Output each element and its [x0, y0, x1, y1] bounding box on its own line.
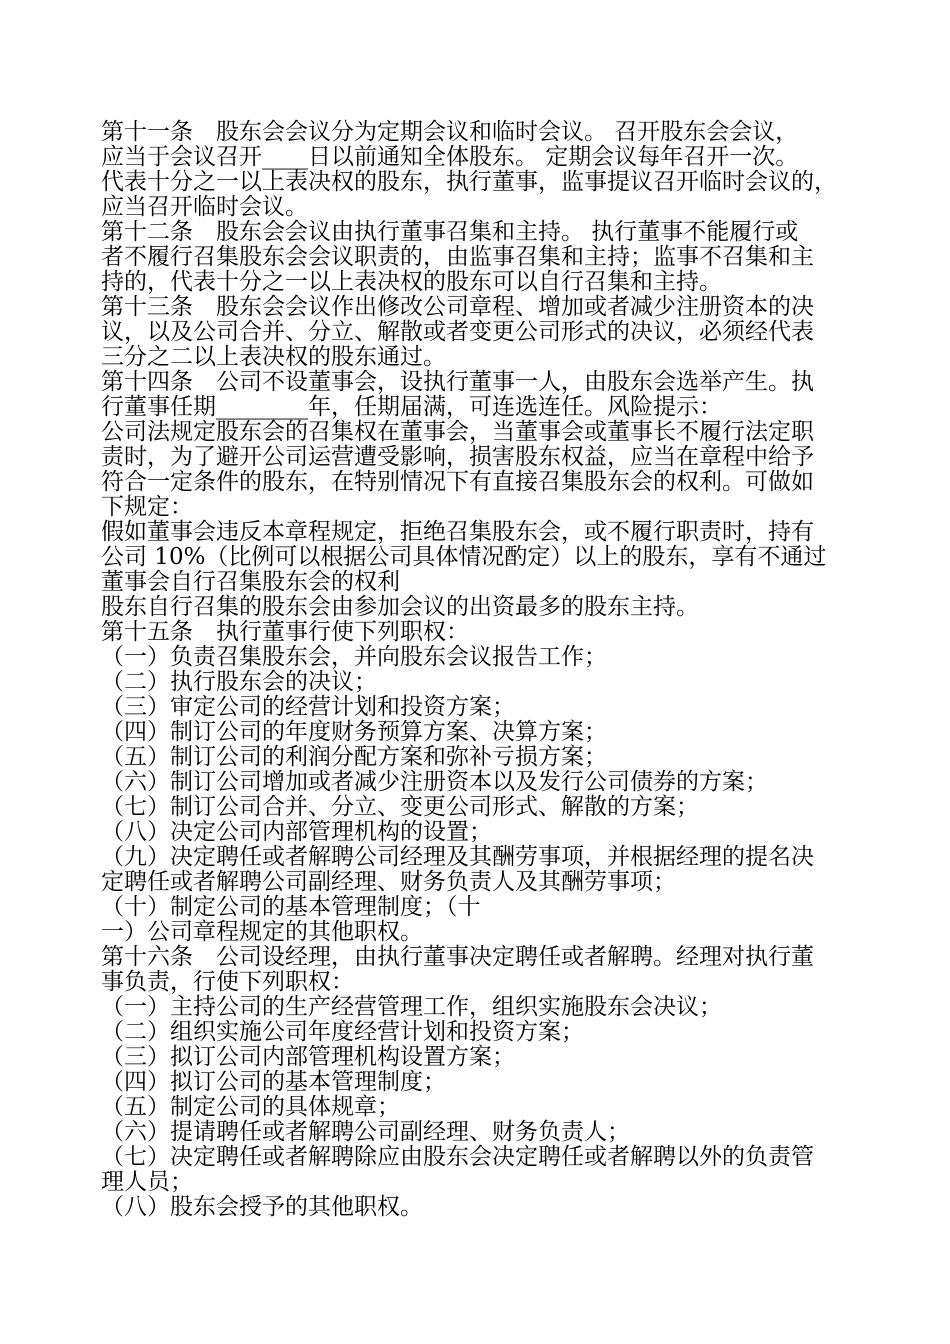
- text-line: （二）执行股东会的决议；: [101, 669, 377, 695]
- text-line: 理人员；: [101, 1169, 193, 1195]
- text-line: （七）制订公司合并、分立、变更公司形式、解散的方案；: [101, 794, 699, 820]
- text-line: 行董事任期________年，任期届满，可连选连任。风险提示：: [101, 394, 722, 420]
- text-line: 董事会自行召集股东会的权利: [101, 569, 400, 595]
- text-line: 公司法规定股东会的召集权在董事会，当董事会或董事长不履行法定职: [101, 419, 814, 445]
- text-line: （六）提请聘任或者解聘公司副经理、财务负责人；: [101, 1119, 630, 1145]
- text-line: （十）制定公司的基本管理制度；（十: [101, 894, 481, 920]
- text-line: 议，以及公司合并、分立、解散或者变更公司形式的决议，必须经代表: [101, 319, 814, 345]
- text-line: （五）制定公司的具体规章；: [101, 1094, 400, 1120]
- text-line: （二）组织实施公司年度经营计划和投资方案；: [101, 1019, 584, 1045]
- text-line: （六）制订公司增加或者减少注册资本以及发行公司债券的方案；: [101, 769, 768, 795]
- text-line: 责时，为了避开公司运营遭受影响，损害股东权益，应当在章程中给予: [101, 444, 814, 470]
- text-line: （四）制订公司的年度财务预算方案、决算方案；: [101, 719, 607, 745]
- text-line: （九）决定聘任或者解聘公司经理及其酬劳事项，并根据经理的提名决: [101, 844, 814, 870]
- text-line: 股东自行召集的股东会由参加会议的出资最多的股东主持。: [101, 594, 699, 620]
- text-line: 符合一定条件的股东，在特别情况下有直接召集股东会的权利。可做如: [101, 469, 814, 495]
- text-line: 一）公司章程规定的其他职权。: [101, 919, 423, 945]
- text-line: 者不履行召集股东会会议职责的，由监事召集和主持；监事不召集和主: [101, 244, 814, 270]
- text-line: 事负责，行使下列职权：: [101, 969, 354, 995]
- text-line: （八）决定公司内部管理机构的设置；: [101, 819, 492, 845]
- text-line: 第十一条 股东会会议分为定期会议和临时会议。 召开股东会会议，: [101, 119, 799, 145]
- text-line: （三）审定公司的经营计划和投资方案；: [101, 694, 515, 720]
- text-line: 定聘任或者解聘公司副经理、财务负责人及其酬劳事项；: [101, 869, 676, 895]
- text-line: 第十六条 公司设经理，由执行董事决定聘任或者解聘。经理对执行董: [101, 944, 814, 970]
- text-line: 第十二条 股东会会议由执行董事召集和主持。 执行董事不能履行或: [101, 219, 799, 245]
- text-line: （五）制订公司的利润分配方案和弥补亏损方案；: [101, 744, 607, 770]
- text-line: 三分之二以上表决权的股东通过。: [101, 344, 446, 370]
- document-body: [101, 120, 861, 1220]
- text-line: 代表十分之一以上表决权的股东，执行董事，监事提议召开临时会议的，: [101, 169, 837, 195]
- text-line: 持的，代表十分之一以上表决权的股东可以自行召集和主持。: [101, 269, 722, 295]
- text-line: （四）拟订公司的基本管理制度；: [101, 1069, 446, 1095]
- text-line: （一）负责召集股东会，并向股东会议报告工作；: [101, 644, 607, 670]
- text-line: （八）股东会授予的其他职权。: [101, 1194, 423, 1220]
- text-line: （三）拟订公司内部管理机构设置方案；: [101, 1044, 515, 1070]
- text-line: （七）决定聘任或者解聘除应由股东会决定聘任或者解聘以外的负责管: [101, 1144, 814, 1170]
- text-line: 假如董事会违反本章程规定，拒绝召集股东会，或不履行职责时，持有: [101, 519, 814, 545]
- text-line: 公司 10%（比例可以根据公司具体情况酌定）以上的股东，享有不通过: [101, 544, 827, 570]
- text-line: 第十三条 股东会会议作出修改公司章程、增加或者减少注册资本的决: [101, 294, 814, 320]
- text-line: 下规定：: [101, 494, 193, 520]
- text-line: （一）主持公司的生产经营管理工作，组织实施股东会决议；: [101, 994, 722, 1020]
- text-line: 第十五条 执行董事行使下列职权：: [101, 619, 469, 645]
- text-line: 应当召开临时会议。: [101, 194, 308, 220]
- text-line: 应当于会议召开____日以前通知全体股东。 定期会议每年召开一次。: [101, 144, 799, 170]
- text-line: 第十四条 公司不设董事会，设执行董事一人，由股东会选举产生。执: [101, 369, 814, 395]
